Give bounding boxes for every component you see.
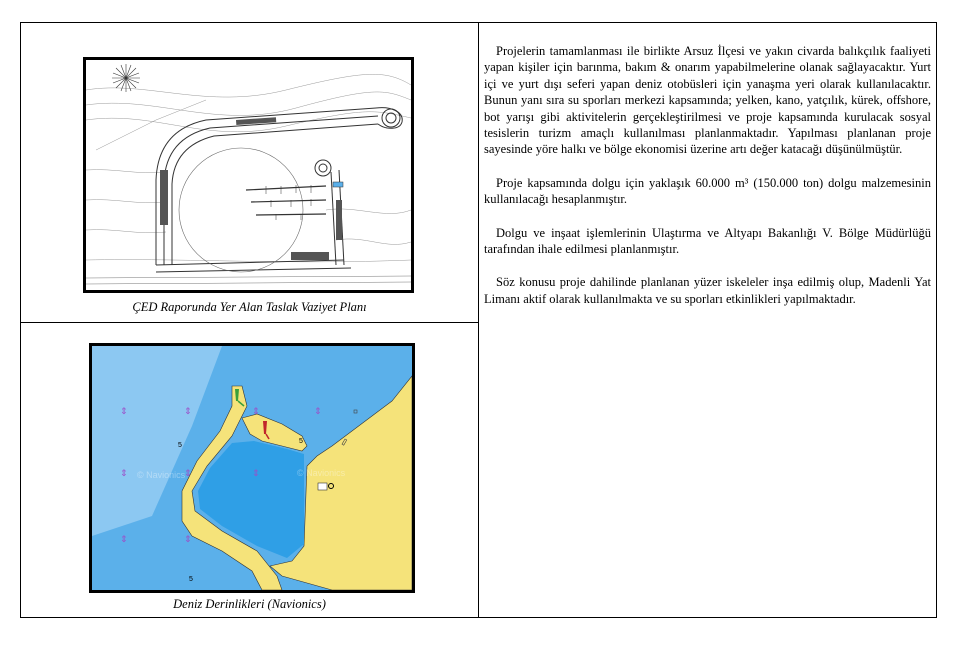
paragraph: Dolgu ve inşaat işlemlerinin Ulaştırma ve Altyapı Bakanlığı V. Bölge Müdürlüğü tarafından ihale edilmesi planlanmıştır.	[484, 225, 931, 257]
svg-text:⇕: ⇕	[184, 535, 192, 545]
site-plan-figure	[83, 57, 414, 293]
paragraph: Söz konusu proje dahilinde planlanan yüzer iskeleler inşa edilmiş olup, Madenli Yat Limanı aktif olarak kullanılmakta ve su sporları etkinlikleri yapılmaktadır.	[484, 275, 931, 306]
paragraph: Proje kapsamında dolgu için yaklaşık 60.000 m³ (150.000 ton) dolgu malzemesinin kullanılacağı hesaplanmıştır.	[484, 175, 931, 207]
site-plan-cell	[21, 23, 478, 322]
svg-text:⇕: ⇕	[184, 407, 192, 417]
site-plan-caption: ÇED Raporunda Yer Alan Taslak Vaziyet Planı	[132, 300, 367, 314]
svg-text:⇕: ⇕	[252, 407, 260, 417]
depth-map-figure	[89, 343, 415, 593]
depth-map-cell	[21, 323, 478, 619]
layout-table	[20, 22, 937, 618]
svg-text:⇕: ⇕	[184, 469, 192, 479]
svg-text:⇕: ⇕	[252, 469, 260, 479]
svg-text:⇕: ⇕	[120, 407, 128, 417]
depth-label: 5	[299, 438, 303, 445]
paragraph: Projelerin tamamlanması ile birlikte Arsuz İlçesi ve yakın civarda balıkçılık faaliyeti yapan kişiler için barınma, bakım & onarım yapabilmelerine olanak sağlayacaktır. Yurt içi ve yurt dışı seferi yapan deniz otobüsleri için yanaşma yeri olarak kullanılacaktır. Bunun yanı sıra su sporları merkezi kapsamında; yelken, kano, yatçılık, kürek, offshore, bot yarışı gibi aktivitelerin gerçekleştirilmesi ve proje kapsamında kurulacak sosyal tesislerin turizm amaçlı kullanılması planlanmaktadır. Yapılması planlanan proje sayesinde yöre halkı ve bölge ekonomisi üzerine artı değer katacağı düşünülmüştür.	[484, 44, 931, 157]
depth-label: 5	[178, 442, 182, 449]
map-watermark: © Navionics	[297, 468, 346, 478]
depth-map-drawing	[92, 346, 412, 590]
svg-text:⇕: ⇕	[314, 407, 322, 417]
depth-map-caption: Deniz Derinlikleri (Navionics)	[173, 597, 326, 611]
body-text	[484, 43, 931, 324]
svg-text:⇕: ⇕	[120, 469, 128, 479]
depth-label: 5	[189, 576, 193, 583]
compass-rose-icon	[112, 64, 140, 92]
site-plan-drawing	[86, 60, 411, 290]
map-watermark: © Navionics	[137, 470, 186, 480]
text-cell	[479, 23, 937, 617]
svg-text:⇕: ⇕	[120, 535, 128, 545]
